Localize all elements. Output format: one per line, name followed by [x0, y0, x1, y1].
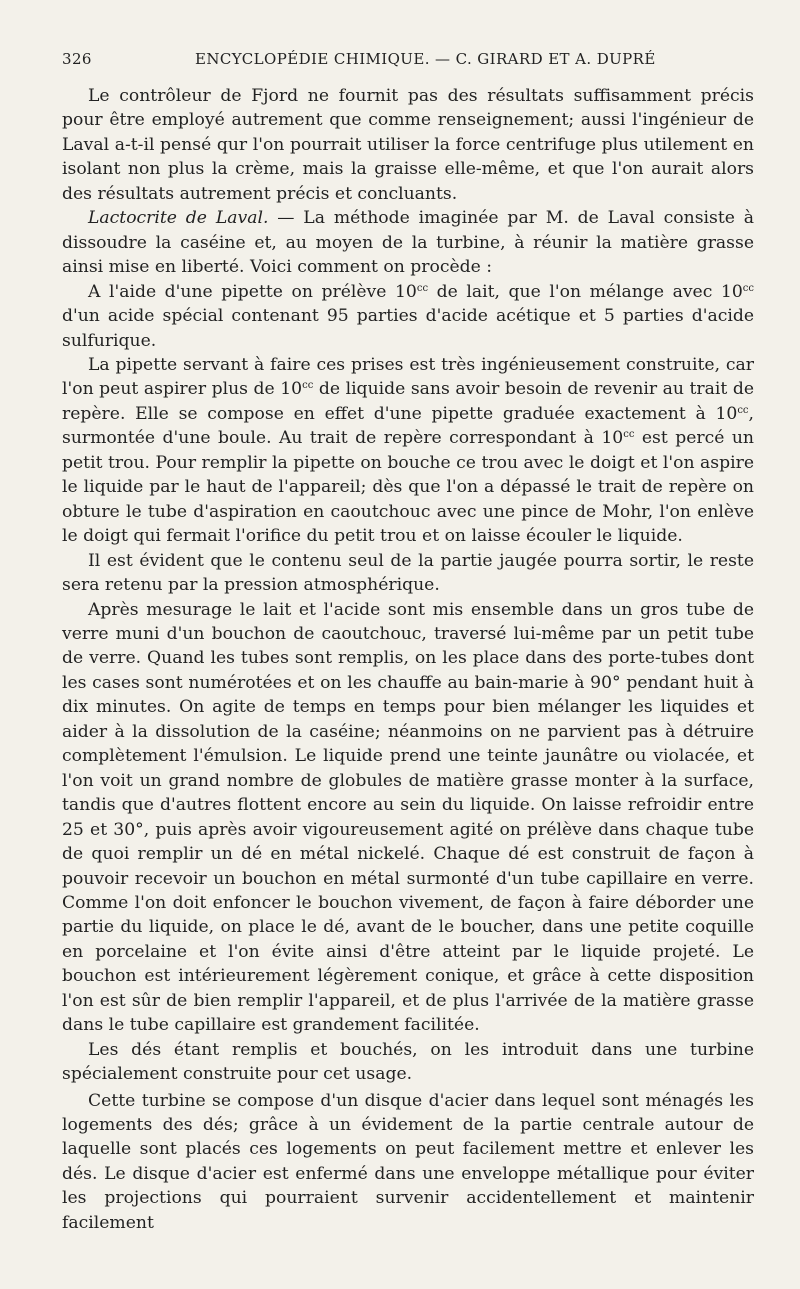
- paragraph: Cette turbine se compose d'un disque d'acier dans lequel sont ménagés les logements des dés; grâce à un évidement de la partie centrale autour de laquelle sont placés ces logements on peut facilement mettre et enlever les dés. Le disque d'acier est enfermé dans une enveloppe métallique pour éviter les projections qui pourraient survenir accidentellement et maintenir facilement: [62, 1090, 754, 1233]
- paragraph: Les dés étant remplis et bouchés, on les introduit dans une turbine spécialement construite pour cet usage.: [62, 1039, 754, 1085]
- paragraph: La pipette servant à faire ces prises est très ingénieusement construite, car l'on peut aspirer plus de $10^{cc}$ de liquide sans avoir besoin de revenir au trait de repère. Elle se compose en effet d'une pipette graduée exactement à $10^{cc}$, surmontée d'une boule. Au trait de repère correspondant à $10^{cc}$ est percé un petit trou. Pour remplir la pipette on bouche ce trou avec le doigt et l'on aspire le liquide par le haut de l'appareil; dès que l'on a dépassé le trait de repère on obture le tube d'aspiration en caoutchouc avec une pince de Mohr, l'on enlève le doigt qui fermait l'orifice du petit trou et on laisse écouler le liquide.: [62, 354, 755, 547]
- paragraph: Le contrôleur de Fjord ne fournit pas des résultats suffisamment précis pour être employé autrement que comme renseignement; aussi l'ingénieur de Laval a-t-il pensé qur l'on pourrait utiliser la force centrifuge plus utilement en isolant non plus la crème, mais la graisse elle-même, et que l'on aurait alors des résultats autrement précis et concluants.: [62, 86, 754, 204]
- paragraph: Lactocrite de Laval. — La méthode imaginée par M. de Laval consiste à dissoudre la caséine et, au moyen de la turbine, à réunir la matière grasse ainsi mise en liberté. Voici comment on procède :: [62, 208, 755, 278]
- running-title: ENCYCLOPÉDIE CHIMIQUE. — C. GIRARD ET A. DUPRÉ: [195, 50, 656, 68]
- paragraph: Il est évident que le contenu seul de la partie jaugée pourra sortir, le reste sera retenu par la pression atmosphérique.: [62, 550, 754, 596]
- page-number: 326: [62, 50, 92, 68]
- section-title: Lactocrite de Laval.: [88, 208, 269, 229]
- paragraph: A l'aide d'une pipette on prélève $10^{cc}$ de lait, que l'on mélange avec $10^{cc}$ d'un acide spécial contenant 95 parties d'acide acétique et 5 parties d'acide sulfurique.: [62, 281, 754, 351]
- page-body: [62, 84, 754, 1235]
- paragraph: Après mesurage le lait et l'acide sont mis ensemble dans un gros tube de verre muni d'un bouchon de caoutchouc, traversé lui-même par un petit tube de verre. Quand les tubes sont remplis, on les place dans des porte-tubes dont les cases sont numérotées et on les chauffe au bain-marie à 90° pendant huit à dix minutes. On agite de temps en temps pour bien mélanger les liquides et aider à la dissolution de la caséine; néanmoins on ne parvient pas à détruire complètement l'émulsion. Le liquide prend une teinte jaunâtre ou violacée, et l'on voit un grand nombre de globules de matière grasse monter à la surface, tandis que d'autres flottent encore au sein du liquide. On laisse refroidir entre 25 et 30°, puis après avoir vigoureusement agité on prélève dans chaque tube de quoi remplir un dé en métal nickelé. Chaque dé est construit de façon à pouvoir recevoir un bouchon en métal surmonté d'un tube capillaire en verre. Comme l'on doit enfoncer le bouchon vivement, de façon à faire déborder une partie du liquide, on place le dé, avant de le boucher, dans une petite coquille en porcelaine et l'on évite ainsi d'être atteint par le liquide projeté. Le bouchon est intérieurement légèrement conique, et grâce à cette disposition l'on est sûr de bien remplir l'appareil, et de plus l'arrivée de la matière grasse dans le tube capillaire est grandement facilitée.: [62, 599, 754, 1036]
